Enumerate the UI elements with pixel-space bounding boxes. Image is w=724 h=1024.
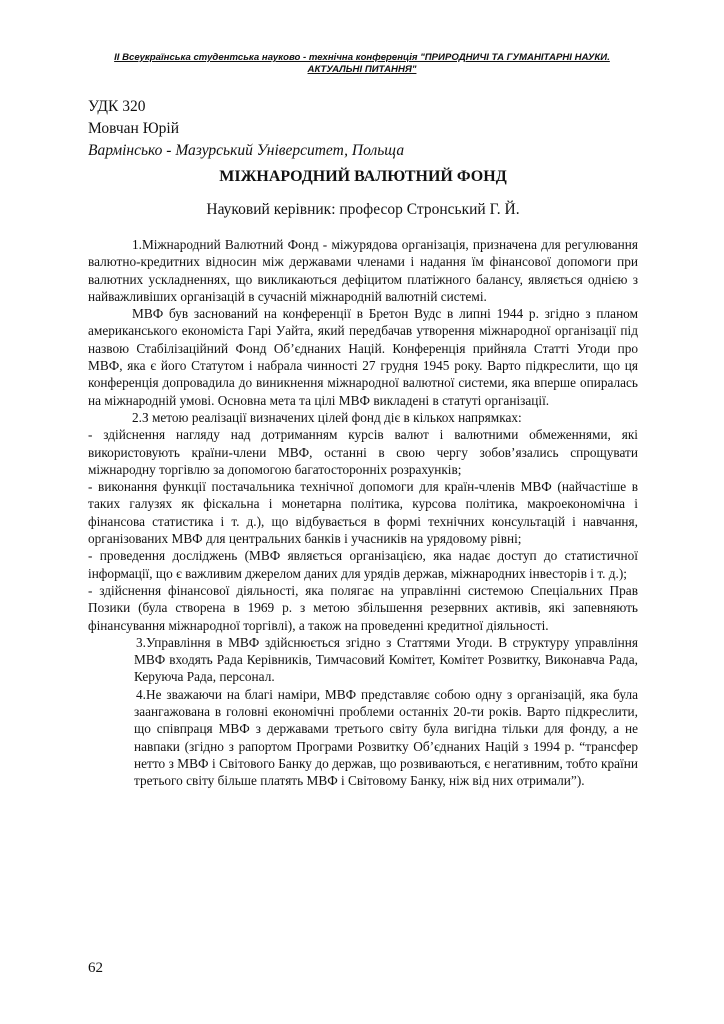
body-list-item: - здійснення фінансової діяльності, яка полягає на управлінні системою Спеціальних Прав Позики (була створена в 1969 р. з метою збільшення резервних активів, які запевняють фінансування міжнародної торгівлі), а також на проведенні кредитної діяльності. [88, 582, 638, 633]
article-meta [88, 96, 404, 162]
article-body [88, 236, 638, 790]
page-number: 62 [88, 960, 103, 976]
conference-header [96, 52, 628, 75]
udk-code: УДК 320 [88, 98, 146, 115]
body-paragraph: 3.Управління в МВФ здійснюється згідно з Статтями Угоди. В структуру управління МВФ входять Рада Керівників, Тимчасовий Комітет, Комітет Розвитку, Виконавча Рада, Керуюча Рада, персонал. [134, 634, 638, 685]
conference-header-line-2: АКТУАЛЬНІ ПИТАННЯ" [307, 63, 417, 75]
body-paragraph: МВФ був заснований на конференції в Бретон Вудс в липні 1944 р. згідно з планом американського економіста Гарі Уайта, який передбачав утворення міжнародної організації під назвою Стабілізаційний Фонд Об’єднаних Націй. Конференція прийняла Статті Угоди про МВФ, яка є його Статутом і набрала чинності 27 грудня 1945 року. Варто підкреслити, що ця конференція допровадила до виникнення міжнародної валютної системи, яка вперше опиралась на міжнародній умові. Основна мета та цілі МВФ викладені в статуті організації. [88, 306, 638, 408]
author-affiliation: Вармінсько - Мазурський Університет, Польща [88, 142, 405, 159]
body-list-item: - проведення досліджень (МВФ являється організацією, яка надає доступ до статистичної інформації, що є важливим джерелом даних для урядів держав, міжнародних інвесторів і т. д.); [88, 548, 638, 581]
conference-header-line-1: ІІ Всеукраїнська студентська науково - технічна конференція "ПРИРОДНИЧІ ТА ГУМАНІТАРНІ НАУКИ. [114, 52, 610, 63]
body-list-item: - здійснення нагляду над дотриманням курсів валют і валютними обмеженнями, які використовують країни-члени МВФ, останні в свою чергу зобов’язались спрощувати міжнародну торгівлю за допомогою багатосторонніх розрахунків; [88, 427, 638, 477]
body-list-item: - виконання функції постачальника технічної допомоги для країн-членів МВФ (найчастіше в таких галузях як фіскальна і монетарна політика, курсова політика, макроекономічна і фінансова статистика і т. д.), що відбувається в формі технічних консультацій і навчання, організованих МВФ для центральних банків і учасників на урядовому рівні; [88, 479, 638, 547]
article-title: МІЖНАРОДНИЙ ВАЛЮТНИЙ ФОНД [219, 168, 507, 185]
body-paragraph: 4.Не зважаючи на благі наміри, МВФ представляє собою одну з організацій, яка була заангажована в головні економічні проблеми останніх 20-ти років. Варто підкреслити, що співпраця МВФ з державами третього світу була вигідна тільки для фонду, а не навпаки (згідно з рапортом Програми Розвитку Об’єднаних Націй з 1994 р. “трансфер нетто з МВФ і Світового Банку до держав, що розвиваються, є негативним, тобто країни третього світу більше платять МВФ і Світовому Банку, ніж від них отримали”). [134, 686, 638, 789]
body-paragraph: 1.Міжнародний Валютний Фонд - міжурядова організація, призначена для регулювання валютно-кредитних відносин між державами членами і надання їм фінансової допомоги при валютних ускладненнях, що викликаються дефіцитом платіжного балансу, являється однією з найважливіших організацій в сучасній міжнародній валютній системі. [88, 237, 638, 304]
body-paragraph: 2.З метою реалізації визначених цілей фонд діє в кількох напрямках: [132, 409, 522, 425]
author-name: Мовчан Юрій [88, 120, 180, 137]
scientific-supervisor: Науковий керівник: професор Стронський Г. Й. [206, 201, 520, 218]
